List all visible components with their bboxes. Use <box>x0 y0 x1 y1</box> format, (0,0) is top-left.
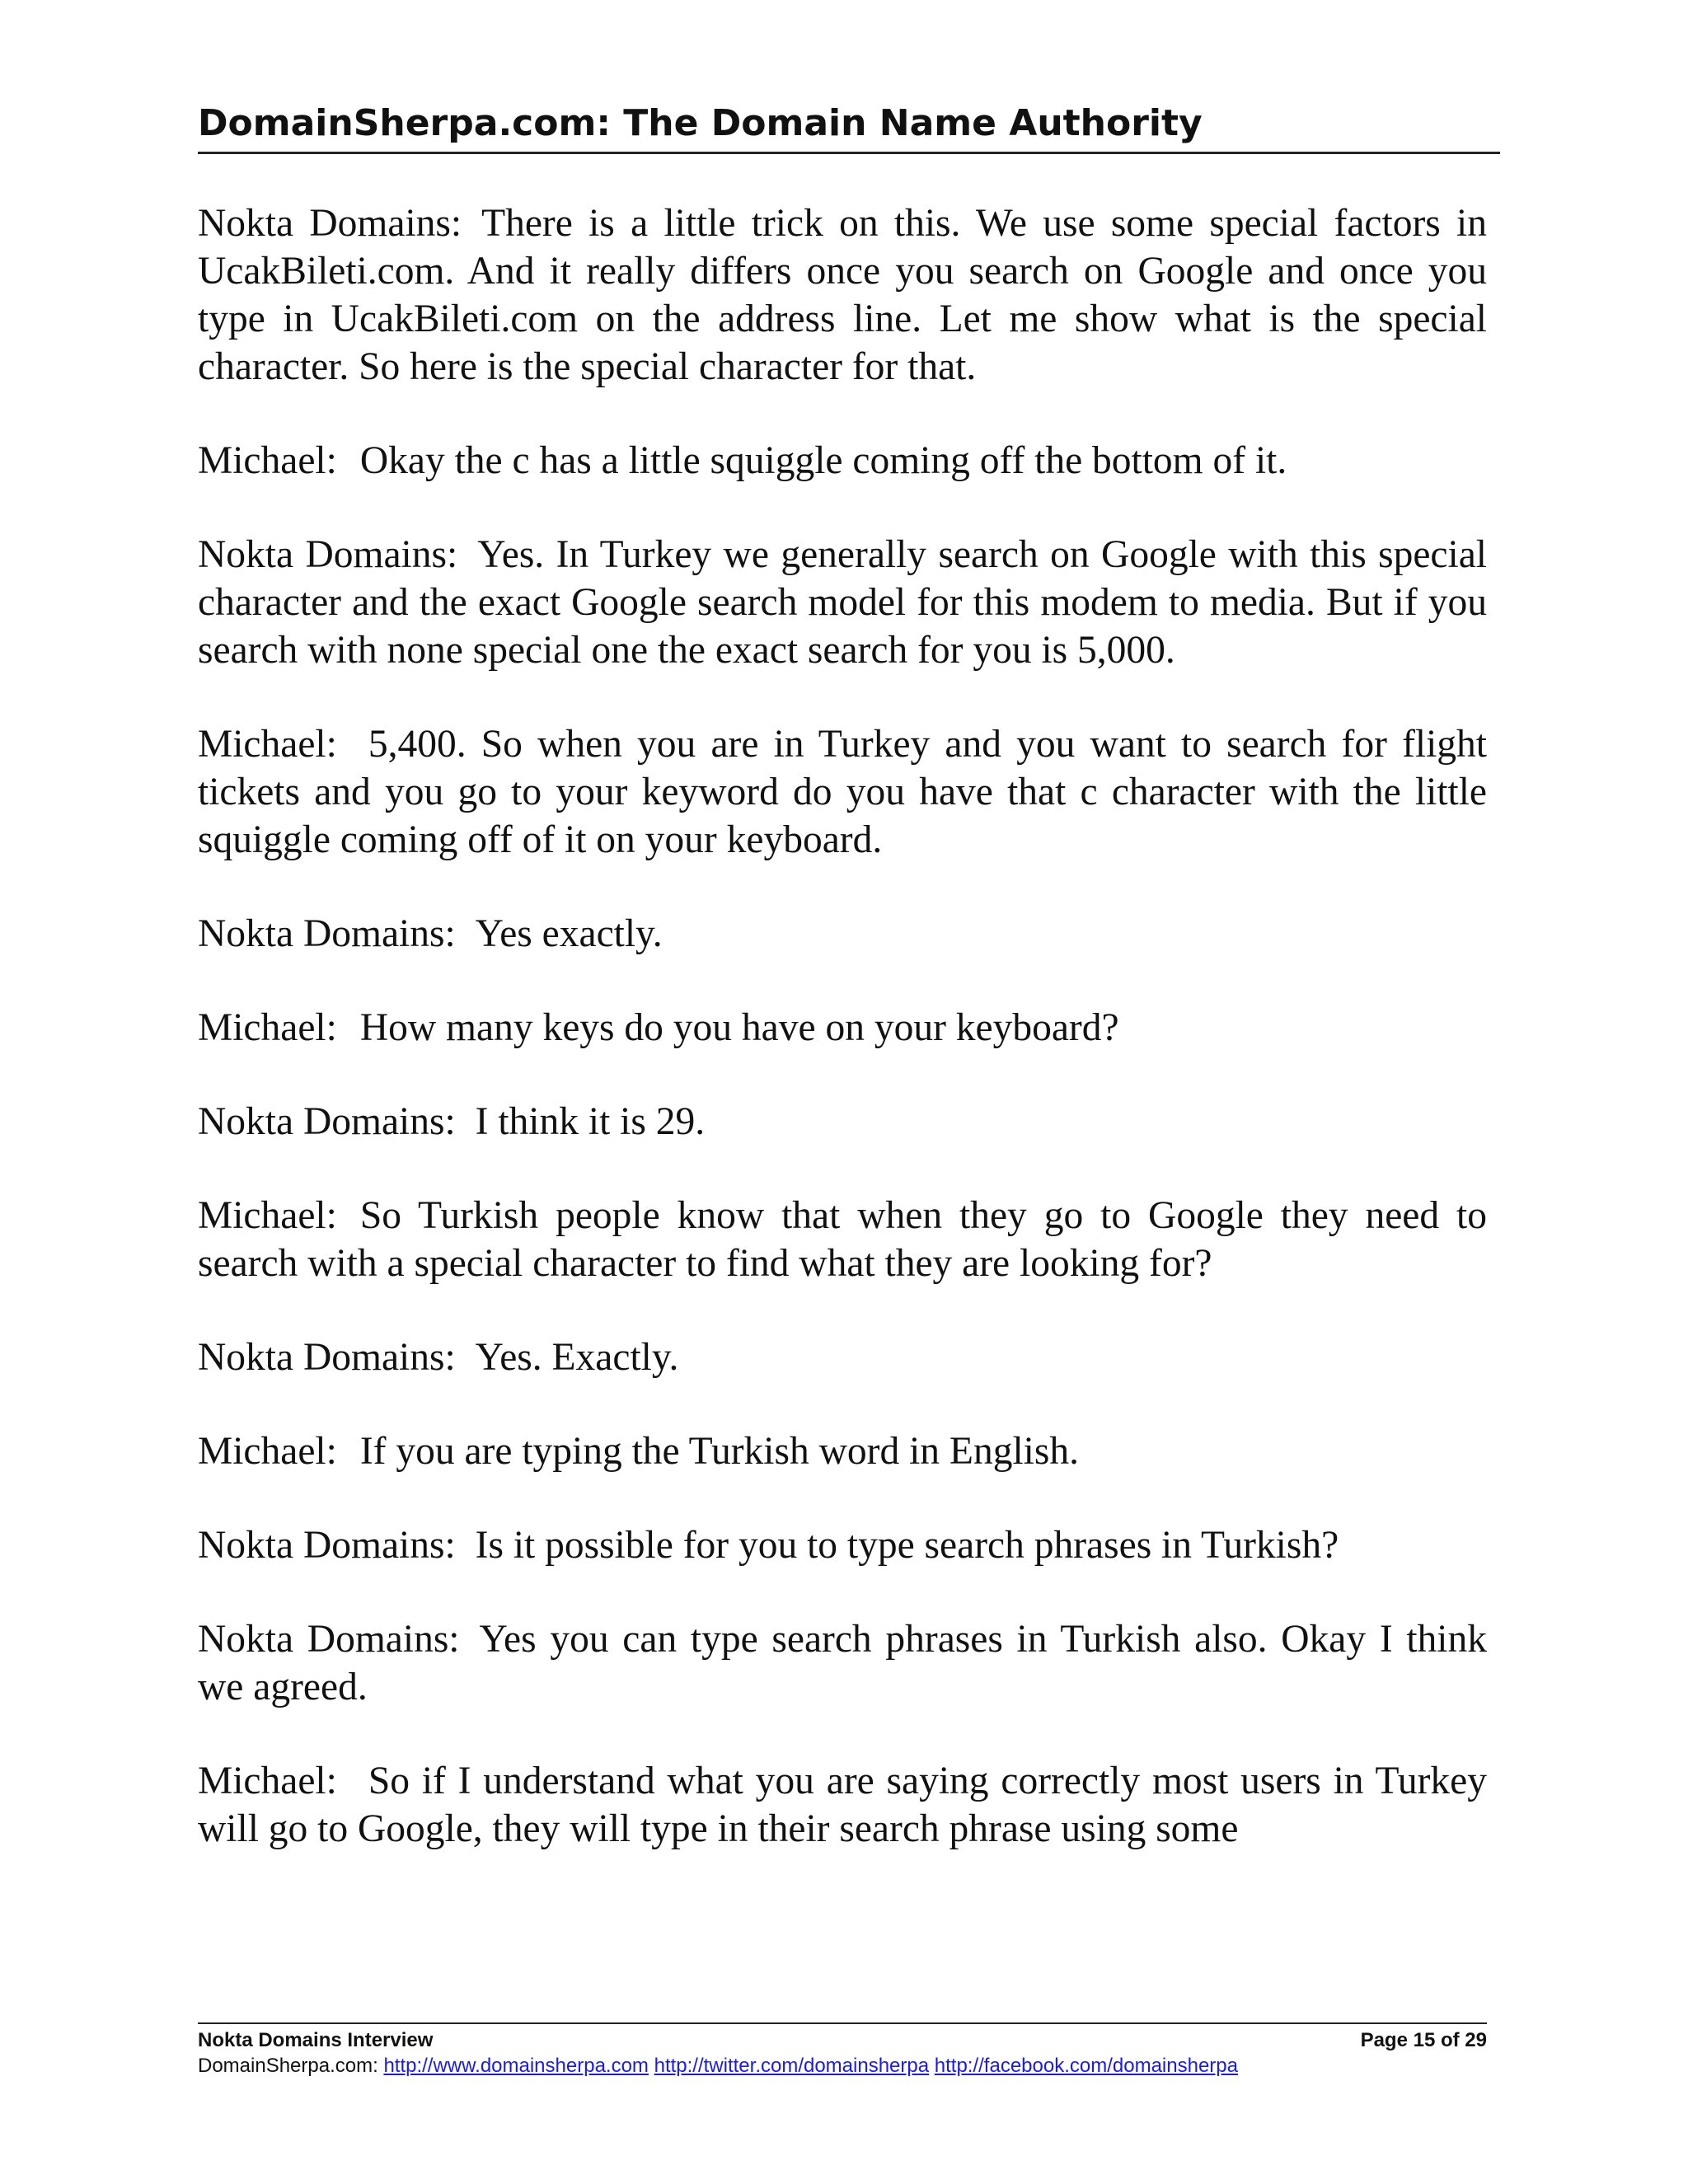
footer-site-label: DomainSherpa.com: <box>198 2055 378 2077</box>
transcript-text: If you are typing the Turkish word in English. <box>359 1430 1079 1473</box>
transcript-paragraph <box>198 1757 1487 1853</box>
page-footer <box>198 2022 1487 2079</box>
transcript-text: So Turkish people know that when they go to Google they need to search with a special character to find what they are looking for? <box>198 1194 1487 1285</box>
speaker-label: Nokta Domains: <box>198 1336 456 1379</box>
footer-doc-title: Nokta Domains Interview <box>198 2029 434 2051</box>
speaker-label: Nokta Domains: <box>198 202 462 245</box>
speaker-label: Michael: <box>198 1194 337 1237</box>
transcript-text: Yes. In Turkey we generally search on Google with this special character and the exact Google search model for this modem to media. But if you search with none special one the exact search for you is 5,000. <box>198 533 1487 672</box>
speaker-label: Michael: <box>198 723 337 766</box>
speaker-label: Michael: <box>198 1006 337 1049</box>
transcript-text: Okay the c has a little squiggle coming off the bottom of it. <box>359 439 1287 482</box>
speaker-label: Nokta Domains: <box>198 1100 456 1143</box>
transcript-paragraph <box>198 1098 1487 1146</box>
transcript-text: Yes exactly. <box>475 912 663 955</box>
transcript-paragraph <box>198 531 1487 674</box>
transcript-paragraph <box>198 910 1487 958</box>
transcript-text: Yes. Exactly. <box>475 1336 679 1379</box>
footer-link-twitter[interactable]: http://twitter.com/domainsherpa <box>654 2055 930 2077</box>
footer-link-website[interactable]: http://www.domainsherpa.com <box>383 2055 649 2077</box>
transcript-paragraph <box>198 1333 1487 1381</box>
transcript-text: Yes you can type search phrases in Turkish also. Okay I think we agreed. <box>198 1618 1487 1708</box>
speaker-label: Nokta Domains: <box>198 1524 456 1567</box>
transcript-text: So if I understand what you are saying correctly most users in Turkey will go to Google, they will type in their search phrase using some <box>198 1760 1487 1850</box>
page-header-title: DomainSherpa.com: The Domain Name Authority <box>198 102 1203 144</box>
speaker-label: Michael: <box>198 1430 337 1473</box>
transcript-paragraph <box>198 1615 1487 1711</box>
speaker-label: Nokta Domains: <box>198 1618 460 1661</box>
transcript-text: 5,400. So when you are in Turkey and you want to search for flight tickets and you go to your keyword do you have that c character with the little squiggle coming off of it on your keyboard. <box>198 723 1487 861</box>
transcript-paragraph <box>198 1192 1487 1287</box>
transcript-paragraph <box>198 437 1487 485</box>
transcript-paragraph <box>198 199 1487 391</box>
transcript-paragraph <box>198 1427 1487 1475</box>
transcript-text: How many keys do you have on your keyboard? <box>359 1006 1119 1049</box>
speaker-label: Michael: <box>198 1760 337 1802</box>
transcript-text: Is it possible for you to type search phrases in Turkish? <box>475 1524 1339 1567</box>
transcript-paragraph <box>198 720 1487 864</box>
page-header <box>198 101 1500 154</box>
speaker-label: Michael: <box>198 439 337 482</box>
footer-links-row <box>198 2053 1487 2079</box>
transcript-text: I think it is 29. <box>475 1100 706 1143</box>
speaker-label: Nokta Domains: <box>198 912 456 955</box>
footer-page-number: Page 15 of 29 <box>1360 2029 1487 2051</box>
transcript-paragraph <box>198 1521 1487 1569</box>
speaker-label: Nokta Domains: <box>198 533 458 576</box>
transcript-body <box>198 199 1487 1899</box>
transcript-paragraph <box>198 1004 1487 1052</box>
footer-link-facebook[interactable]: http://facebook.com/domainsherpa <box>934 2055 1238 2077</box>
transcript-text: There is a little trick on this. We use some special factors in UcakBileti.com. And it really differs once you search on Google and once you type in UcakBileti.com on the address line. Let me show what is the special character. So here is the special character for that. <box>198 202 1487 388</box>
footer-title-row <box>198 2027 1487 2053</box>
